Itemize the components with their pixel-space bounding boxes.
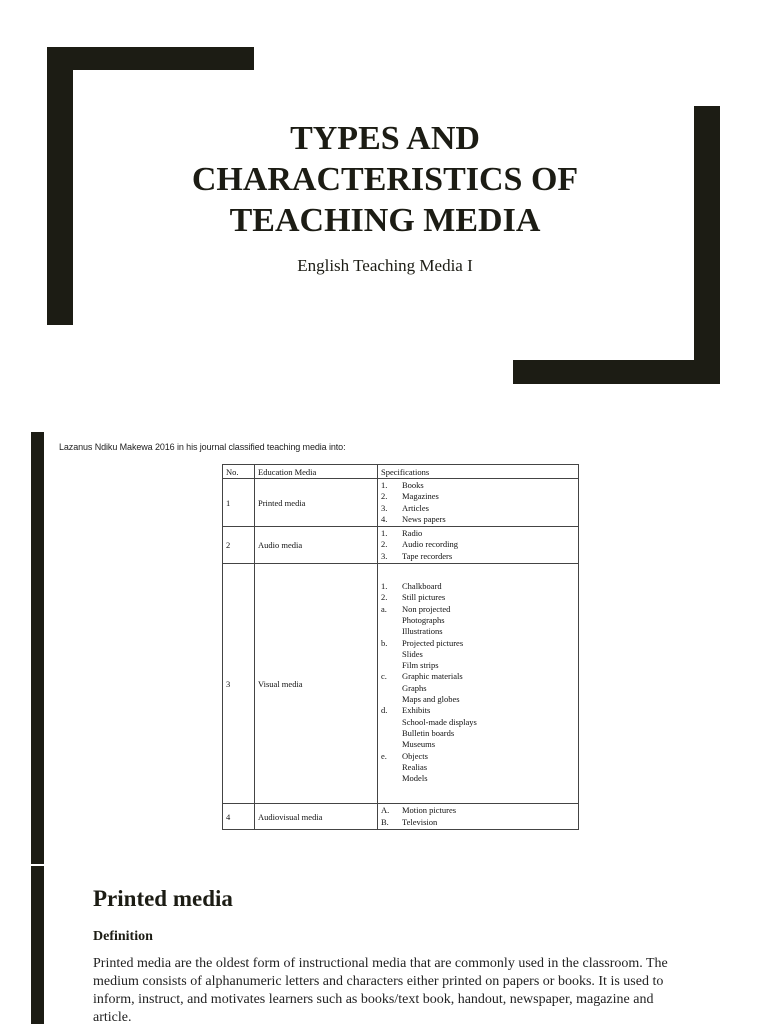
table-row [223, 804, 579, 830]
spec-item [381, 604, 575, 615]
spec-text: Projected pictures [402, 637, 464, 648]
spec-marker: 1. [381, 581, 388, 592]
spec-marker [381, 717, 402, 728]
spec-marker: e. [381, 750, 387, 761]
slide-subtitle: English Teaching Media I [297, 256, 473, 275]
row-specifications [378, 479, 579, 527]
spec-marker [381, 773, 402, 784]
spec-text: Museums [402, 739, 436, 750]
header-education-media: Education Media [255, 465, 378, 479]
row-number: 4 [223, 804, 255, 830]
frame-bar-top-left-vertical [47, 47, 73, 325]
table-header-row [223, 465, 579, 479]
spec-text: Tape recorders [402, 550, 453, 561]
spec-text: Graphs [402, 682, 427, 693]
header-no: No. [223, 465, 255, 479]
title-line-3: TEACHING MEDIA [229, 202, 541, 239]
definition-heading: Definition [93, 929, 153, 944]
row-number: 2 [223, 527, 255, 564]
spec-item [381, 626, 575, 637]
spec-marker [381, 660, 402, 671]
spec-item [381, 503, 575, 514]
table-row [223, 527, 579, 564]
left-accent-bar [31, 432, 44, 864]
spec-marker: B. [381, 816, 389, 827]
frame-bar-top-left-horizontal [47, 47, 254, 70]
spec-marker: A. [381, 805, 390, 816]
row-media-type: Audiovisual media [255, 804, 378, 830]
spec-item [381, 551, 575, 562]
spec-item [381, 581, 575, 592]
table-row [223, 564, 579, 804]
printed-media-slide [0, 866, 768, 1024]
spec-item [381, 539, 575, 550]
spec-text: Models [402, 773, 428, 784]
spec-item [381, 638, 575, 649]
spec-item [381, 671, 575, 682]
spec-marker: 3. [381, 550, 388, 561]
spec-text: Television [402, 816, 438, 827]
row-media-type: Audio media [255, 527, 378, 564]
spec-marker: c. [381, 671, 387, 682]
table-row [223, 479, 579, 527]
spec-item [381, 728, 575, 739]
spec-text: Non projected [402, 603, 451, 614]
spec-item [381, 683, 575, 694]
spec-text: Graphic materials [402, 671, 463, 682]
spec-text: Still pictures [402, 592, 446, 603]
header-specifications: Specifications [378, 465, 579, 479]
spec-text: Bulletin boards [402, 727, 455, 738]
spec-marker: 1. [381, 528, 388, 539]
table-body [223, 479, 579, 830]
spec-text: Exhibits [402, 705, 431, 716]
spec-item [381, 514, 575, 525]
spec-item [381, 805, 575, 816]
title-slide [0, 0, 768, 415]
spec-item [381, 694, 575, 705]
slide-title [100, 118, 670, 241]
spec-text: Audio recording [402, 539, 458, 550]
spec-marker: 3. [381, 502, 388, 513]
spec-marker [381, 683, 402, 694]
section-heading: Printed media [93, 886, 233, 911]
row-specifications [378, 527, 579, 564]
spec-marker [381, 728, 402, 739]
spec-text: Motion pictures [402, 805, 457, 816]
row-number: 3 [223, 564, 255, 804]
spec-text: School-made displays [402, 716, 477, 727]
row-specifications [378, 804, 579, 830]
spec-text: Illustrations [402, 626, 443, 637]
spec-text: Objects [402, 750, 428, 761]
spec-item [381, 705, 575, 716]
spec-item [381, 480, 575, 491]
row-media-type: Printed media [255, 479, 378, 527]
spec-item [381, 615, 575, 626]
spec-marker [381, 649, 402, 660]
title-line-1: TYPES AND [290, 120, 480, 157]
spec-text: Magazines [402, 491, 439, 502]
spec-text: Books [402, 480, 424, 490]
spec-marker [381, 694, 402, 705]
spec-text: Chalkboard [402, 581, 442, 592]
spec-text: Articles [402, 502, 429, 513]
spec-item [381, 817, 575, 828]
title-line-2: CHARACTERISTICS OF [191, 161, 579, 198]
spec-item [381, 762, 575, 773]
spec-marker: 2. [381, 491, 388, 502]
spec-text: News papers [402, 513, 446, 524]
intro-text: Lazanus Ndiku Makewa 2016 in his journal classified teaching media into: [59, 442, 346, 452]
spec-text: Radio [402, 528, 423, 539]
spec-text: Maps and globes [402, 694, 460, 705]
spec-item [381, 649, 575, 660]
spec-marker: 2. [381, 592, 388, 603]
frame-bar-bottom-right-horizontal [513, 360, 720, 384]
row-specifications [378, 564, 579, 804]
spec-item [381, 773, 575, 784]
spec-marker [381, 762, 402, 773]
definition-text: Printed media are the oldest form of instructional media that are commonly used in the classroom. The medium consists of alphanumeric letters and characters either printed on papers or books. It is used to inform, instruct, and motivates learners such as books/text book, handout, newspaper, magazine and article. [93, 956, 668, 1025]
spec-item [381, 717, 575, 728]
left-accent-bar [31, 866, 44, 1024]
spec-marker [381, 626, 402, 637]
spec-marker: b. [381, 637, 388, 648]
media-table [222, 464, 579, 830]
spec-text: Photographs [402, 614, 445, 625]
row-number: 1 [223, 479, 255, 527]
spec-item [381, 491, 575, 502]
spec-item [381, 660, 575, 671]
frame-bar-bottom-right-vertical [694, 106, 720, 384]
spec-text: Realias [402, 761, 428, 772]
spec-item [381, 751, 575, 762]
spec-marker [381, 739, 402, 750]
spec-text: Film strips [402, 660, 439, 671]
spec-marker: 2. [381, 539, 388, 550]
spec-marker: a. [381, 603, 387, 614]
spec-marker: 1. [381, 480, 388, 490]
row-media-type: Visual media [255, 564, 378, 804]
spec-item [381, 528, 575, 539]
spec-marker: d. [381, 705, 388, 716]
spec-marker [381, 615, 402, 626]
spec-marker: 4. [381, 513, 388, 524]
spec-text: Slides [402, 648, 423, 659]
spec-item [381, 739, 575, 750]
spec-item [381, 592, 575, 603]
classification-slide [0, 432, 768, 864]
